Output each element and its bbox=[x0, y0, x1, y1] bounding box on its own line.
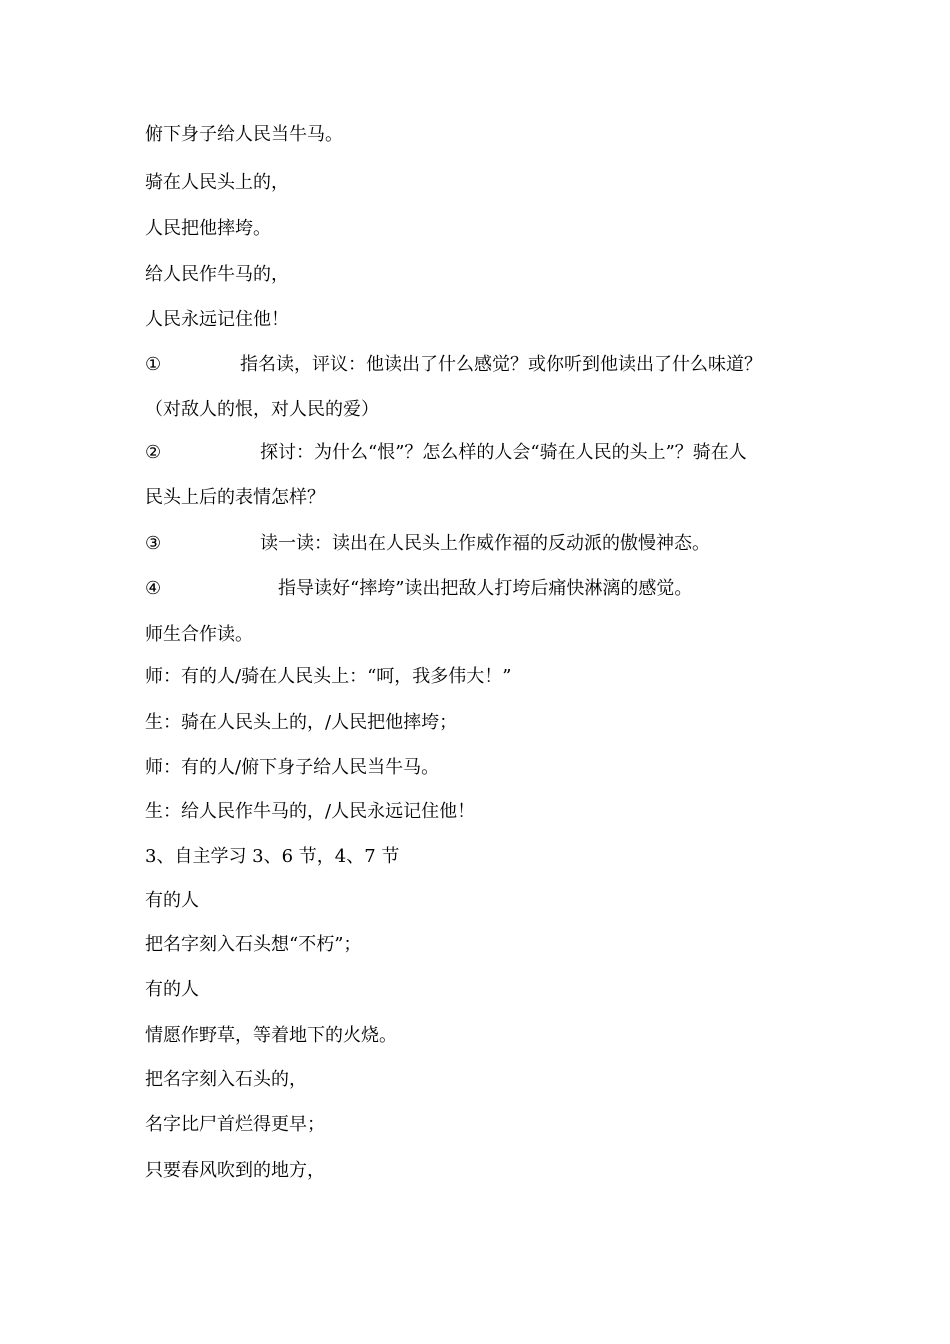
text-line: （对敌人的恨，对人民的爱） bbox=[145, 399, 379, 420]
text-line: 人民永远记住他！ bbox=[145, 309, 289, 330]
text-line: 民头上后的表情怎样？ bbox=[145, 487, 325, 508]
text-line: 3、自主学习 3、6 节，4、7 节 bbox=[145, 846, 400, 867]
item-marker: ④ bbox=[145, 578, 162, 599]
text-line: 名字比尸首烂得更早； bbox=[145, 1114, 325, 1135]
text-line: 师：有的人/骑在人民头上：“呵，我多伟大！” bbox=[145, 666, 512, 687]
numbered-item bbox=[145, 354, 762, 376]
text-line: 只要春风吹到的地方， bbox=[145, 1160, 325, 1181]
item-marker: ② bbox=[145, 442, 162, 463]
item-marker: ③ bbox=[145, 533, 162, 554]
numbered-item bbox=[145, 533, 710, 555]
text-line: 把名字刻入石头想“不朽”； bbox=[145, 934, 362, 955]
text-line: 人民把他摔垮。 bbox=[145, 218, 271, 239]
text-line: 俯下身子给人民当牛马。 bbox=[145, 124, 343, 145]
text-line: 师生合作读。 bbox=[145, 624, 253, 645]
item-text: 读一读：读出在人民头上作威作福的反动派的傲慢神态。 bbox=[260, 533, 710, 554]
text-line: 有的人 bbox=[145, 979, 199, 1000]
text-line: 骑在人民头上的， bbox=[145, 172, 289, 193]
item-text: 指名读，评议：他读出了什么感觉？或你听到他读出了什么味道？ bbox=[240, 354, 762, 375]
text-line: 有的人 bbox=[145, 890, 199, 911]
numbered-item bbox=[145, 578, 692, 600]
item-text: 探讨：为什么“恨”？怎么样的人会“骑在人民的头上”？骑在人 bbox=[260, 442, 747, 463]
text-line: 师：有的人/俯下身子给人民当牛马。 bbox=[145, 757, 440, 778]
text-line: 把名字刻入石头的， bbox=[145, 1069, 307, 1090]
numbered-item bbox=[145, 442, 747, 464]
text-line: 生：骑在人民头上的，/人民把他摔垮； bbox=[145, 712, 458, 733]
text-line: 生：给人民作牛马的，/人民永远记住他！ bbox=[145, 801, 476, 822]
item-marker: ① bbox=[145, 354, 162, 375]
text-line: 情愿作野草，等着地下的火烧。 bbox=[145, 1025, 397, 1046]
item-text: 指导读好“摔垮”读出把敌人打垮后痛快淋漓的感觉。 bbox=[278, 578, 693, 599]
text-line: 给人民作牛马的， bbox=[145, 264, 289, 285]
